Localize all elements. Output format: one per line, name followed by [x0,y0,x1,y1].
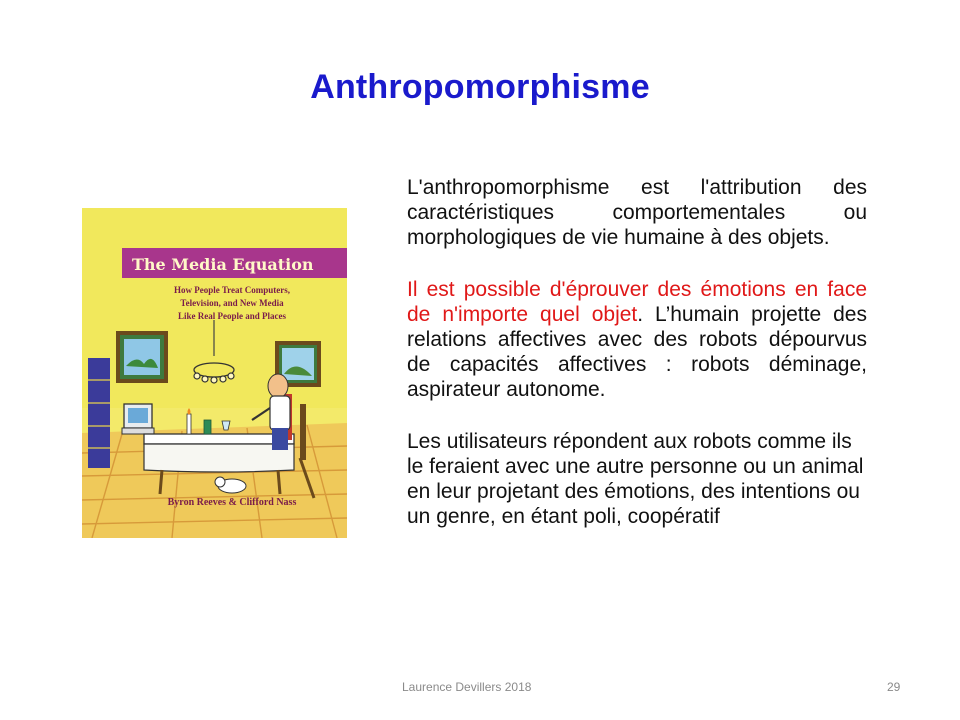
cover-subtitle-line-2: Television, and New Media [180,298,284,308]
slide-number: 29 [887,680,901,694]
slide-title: Anthropomorphisme [310,68,650,106]
highlighted-text: Il est possible d'éprouver des émotions en face de n'importe quel objet [407,278,867,326]
paragraph-emotions-rest: . L’humain projette des relations affectives avec des robots dépourvus de capacités affectives : robots déminage, aspirateur autonome. [407,303,867,401]
cover-subtitle-line-1: How People Treat Computers, [174,285,290,295]
footer-author: Laurence Devillers 2018 [402,680,532,694]
slide-body [407,175,867,556]
paragraph-definition: L'anthropomorphisme est l'attribution des caractéristiques comportementales ou morphologiques de vie humaine à des objets. [407,176,867,249]
paragraph-emotions [407,277,867,402]
paragraph-users: Les utilisateurs répondent aux robots comme ils le feraient avec une autre personne ou un animal en leur projetant des émotions, des intentions ou un genre, en étant poli, coopératif [407,430,864,528]
book-cover-image [82,208,347,538]
cover-subtitle-line-3: Like Real People and Places [178,311,286,321]
cover-authors: Byron Reeves & Clifford Nass [167,497,297,508]
cover-title: The Media Equation [132,255,314,274]
